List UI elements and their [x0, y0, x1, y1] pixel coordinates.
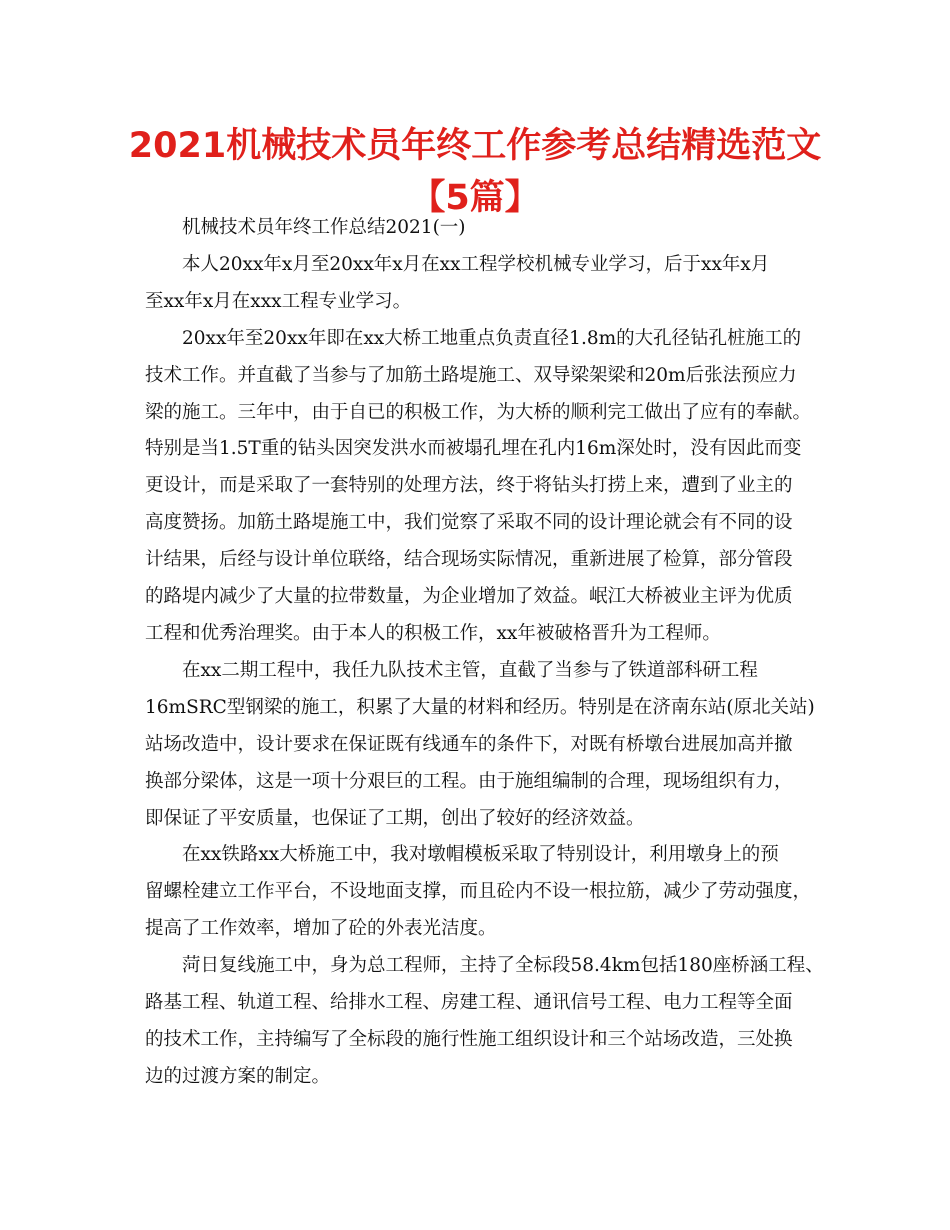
text-line: 技术工作。并直截了当参与了加筋土路堤施工、双导梁架梁和20m后张法预应力: [145, 364, 797, 386]
text-line: 留螺栓建立工作平台，不设地面支撑，而且砼内不设一根拉筋，减少了劳动强度，: [145, 881, 812, 903]
document-body: [145, 210, 824, 1096]
text-line: 路基工程、轨道工程、给排水工程、房建工程、通讯信号工程、电力工程等全面: [145, 992, 793, 1014]
text-line: 16mSRC型钢梁的施工，积累了大量的材料和经历。特别是在济南东站(原北关站): [145, 696, 815, 718]
text-line: 的路堤内减少了大量的拉带数量，为企业增加了效益。岷江大桥被业主评为优质: [145, 586, 793, 608]
document-title: 2021机械技术员年终工作参考总结精选范文【5篇】: [128, 126, 822, 218]
text-line: 更设计，而是采取了一套特别的处理方法，终于将钻头打捞上来，遭到了业主的: [145, 475, 793, 497]
paragraph-education: [145, 247, 820, 321]
text-line: 机械技术员年终工作总结2021(一): [182, 217, 466, 238]
text-line: 20xx年至20xx年即在xx大桥工地重点负责直径1.8m的大孔径钻孔桩施工的: [182, 327, 802, 349]
text-line: 即保证了平安质量，也保证了工期，创出了较好的经济效益。: [145, 807, 645, 829]
text-line: 至xx年x月在xxx工程专业学习。: [145, 290, 412, 312]
text-line: 工程和优秀治理奖。由于本人的积极工作，xx年被破格晋升为工程师。: [145, 622, 721, 644]
paragraph-railway-bridge: [145, 837, 820, 948]
text-line: 的技术工作，主持编写了全标段的施行性施工组织设计和三个站场改造，三处换: [145, 1028, 793, 1050]
text-line: 在xx铁路xx大桥施工中，我对墩帽模板采取了特别设计，利用墩身上的预: [182, 844, 779, 866]
text-line: 本人20xx年x月至20xx年x月在xx工程学校机械专业学习，后于xx年x月: [182, 253, 770, 275]
text-line: 边的过渡方案的制定。: [145, 1065, 331, 1087]
text-line: 在xx二期工程中，我任九队技术主管，直截了当参与了铁道部科研工程: [182, 659, 758, 681]
text-line: 站场改造中，设计要求在保证既有线通车的条件下，对既有桥墩台进展加高并撤: [145, 733, 793, 755]
paragraph-double-track: [145, 948, 824, 1096]
text-line: 梁的施工。三年中，由于自已的积极工作，为大桥的顺利完工做出了应有的奉献。: [145, 401, 812, 423]
text-line: 高度赞扬。加筋土路堤施工中，我们觉察了采取不同的设计理论就会有不同的设: [145, 512, 793, 534]
text-line: 提高了工作效率，增加了砼的外表光洁度。: [145, 918, 497, 940]
text-line: 菏日复线施工中，身为总工程师，主持了全标段58.4km包括180座桥涵工程、: [182, 955, 824, 977]
text-line: 计结果，后经与设计单位联络，结合现场实际情况，重新进展了检算，部分管段: [145, 549, 793, 571]
paragraph-phase-two: [145, 653, 820, 838]
text-line: 换部分梁体，这是一项十分艰巨的工程。由于施组编制的合理，现场组织有力，: [145, 770, 793, 792]
paragraph-bridge-work: [145, 321, 820, 653]
section-heading: [145, 210, 820, 247]
text-line: 特别是当1.5T重的钻头因突发洪水而被塌孔埋在孔内16m深处时，没有因此而变: [145, 438, 802, 460]
